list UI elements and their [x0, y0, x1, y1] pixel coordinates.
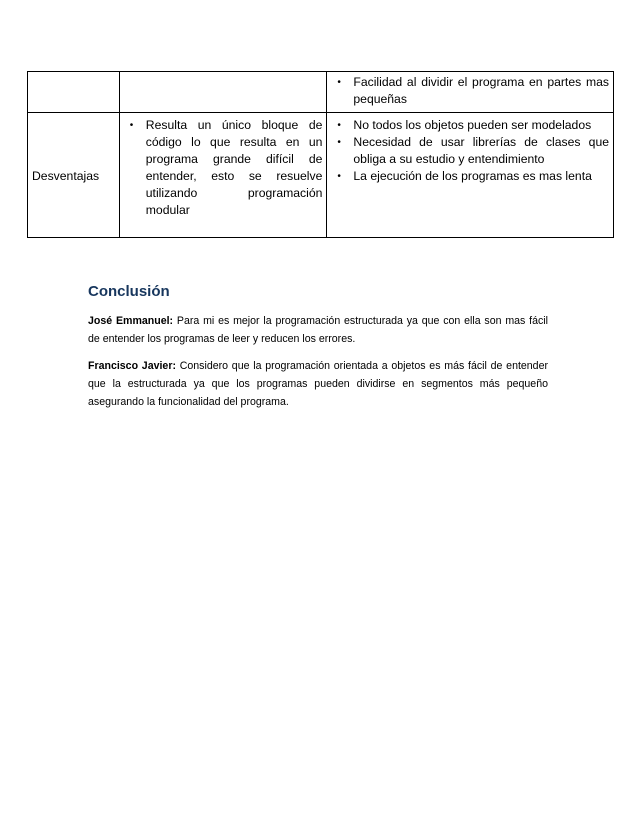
paragraph-text: Considero que la programación orientada a objetos es más fácil de entender que la estructurada ya que los programas pueden dividirse en segmentos más pequeño asegurando la funcionalidad del programa. [88, 360, 548, 408]
bullet-icon: • [129, 120, 134, 131]
bullet-icon: • [337, 171, 341, 182]
table-cell-empty [119, 72, 327, 113]
table-cell-oop-disadvantages [327, 113, 614, 238]
list-item-text: Resulta un único bloque de código lo que resulta en un programa grande difícil de entender, esto se resuelve utilizando programación modular [145, 118, 323, 217]
conclusion-paragraph [88, 312, 548, 348]
author-name: Francisco Javier: [88, 360, 176, 372]
conclusion-paragraph [88, 357, 548, 411]
row-label-disadvantages: Desventajas [28, 113, 120, 238]
table-cell-empty [28, 72, 120, 113]
list-item [331, 134, 609, 168]
list-item-text: Facilidad al dividir el programa en partes mas pequeñas [353, 75, 609, 106]
table-cell-structured-disadvantages [119, 113, 327, 238]
conclusion-section [88, 282, 548, 420]
table-row [28, 113, 614, 238]
list-item [331, 168, 609, 185]
bullet-list [331, 117, 609, 185]
list-item [331, 74, 609, 108]
list-item-text: No todos los objetos pueden ser modelados [353, 118, 592, 132]
section-heading: Conclusión [88, 283, 170, 300]
table-row [28, 72, 614, 113]
bullet-list [331, 74, 609, 108]
list-item-text: Necesidad de usar librerías de clases que obliga a su estudio y entendimiento [353, 135, 609, 166]
bullet-icon: • [337, 120, 341, 131]
list-item [331, 117, 609, 134]
list-item-text: La ejecución de los programas es mas lenta [353, 169, 592, 183]
bullet-icon: • [337, 137, 341, 148]
table-cell-advantages [327, 72, 614, 113]
comparison-table [27, 71, 614, 238]
paragraph-text: Para mi es mejor la programación estructurada ya que con ella son mas fácil de entender los programas de leer y reducen los errores. [88, 315, 548, 345]
list-item [124, 117, 323, 219]
author-name: José Emmanuel: [88, 315, 174, 327]
bullet-list [124, 117, 323, 219]
bullet-icon: • [337, 77, 341, 88]
